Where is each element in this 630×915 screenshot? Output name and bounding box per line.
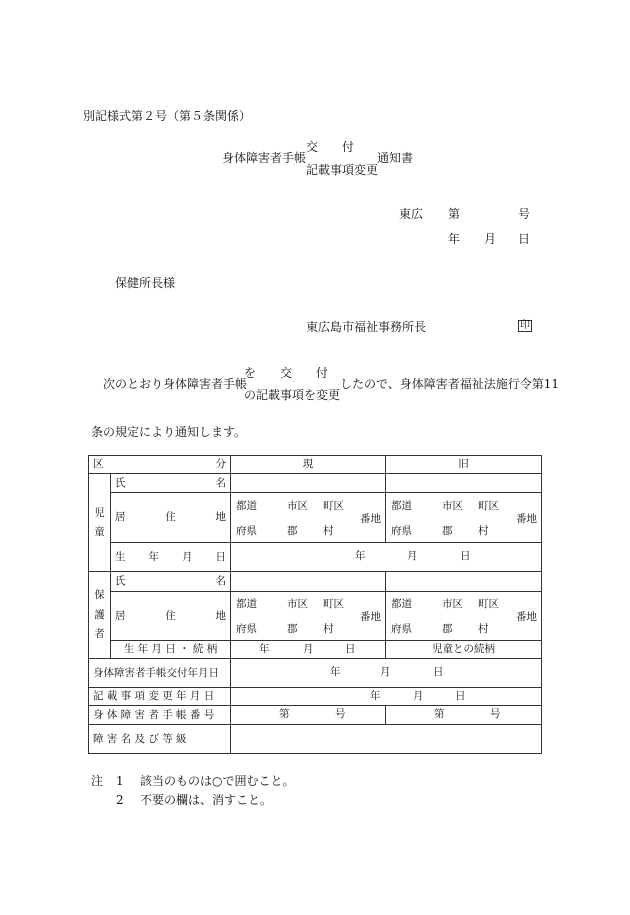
guardian-address-row (89, 592, 542, 641)
note-2-text: 不要の欄は、消すこと。 (140, 793, 273, 807)
guardian-name-label: 氏 名 (111, 572, 231, 592)
guardian-name-current[interactable] (231, 572, 386, 592)
disability-row (89, 725, 542, 754)
guardian-name-row (89, 572, 542, 592)
child-group-label: 児 童 (89, 474, 111, 572)
form-label: 別記様式第２号（第５条関係） (83, 109, 252, 123)
header-kubun: 区 分 (89, 456, 231, 474)
body-option-issue: を 交 付 (244, 366, 329, 380)
note-2-number: 2 (116, 793, 124, 807)
child-name-row (89, 474, 542, 493)
child-address-current[interactable]: 都道 市区 町区 府県 郡 村 番地 (231, 493, 386, 543)
guardian-address-old[interactable]: 都道 市区 町区 府県 郡 村 番地 (386, 592, 542, 641)
recipient: 保健所長様 (115, 276, 176, 290)
header-current: 現 (231, 456, 386, 474)
title-suffix: 通知書 (377, 151, 414, 165)
child-birth-row (89, 543, 542, 572)
change-date-row (89, 688, 542, 706)
issue-date-label: 身体障害者手帳交付年月日 (89, 659, 231, 688)
header-row (89, 456, 542, 474)
body-option-change: の記載事項を変更 (244, 388, 341, 402)
notice-form-table (88, 455, 542, 754)
change-date-value[interactable]: 年 月 日 (231, 688, 542, 706)
number-label: 身 体 障 害 者 手 帳 番 号 (89, 706, 231, 725)
notes-label: 注 (91, 774, 104, 788)
date-day: 日 (518, 232, 531, 246)
number-old[interactable]: 第 号 (386, 706, 542, 725)
date-year: 年 (448, 232, 461, 246)
number-current[interactable]: 第 号 (231, 706, 386, 725)
guardian-name-old[interactable] (386, 572, 542, 592)
child-name-current[interactable] (231, 474, 386, 493)
issue-date-row (89, 659, 542, 688)
child-address-old[interactable]: 都道 市区 町区 府県 郡 村 番地 (386, 493, 542, 543)
guardian-address-current[interactable]: 都道 市区 町区 府県 郡 村 番地 (231, 592, 386, 641)
date-month: 月 (484, 232, 497, 246)
child-relation-label: 児童との続柄 (386, 641, 542, 659)
title-prefix: 身体障害者手帳 (222, 151, 307, 165)
number-row (89, 706, 542, 725)
sender-name: 東広島市福祉事務所長 (306, 320, 427, 334)
change-date-label: 記 載 事 項 変 更 年 月 日 (89, 688, 231, 706)
issuer-code: 東広 (399, 207, 424, 221)
child-address-row (89, 493, 542, 543)
disability-value[interactable] (231, 725, 542, 754)
body-tail: したので、身体障害者福祉法施行令第11 (340, 377, 560, 391)
body-line2: 条の規定により通知します。 (91, 425, 247, 439)
child-name-old[interactable] (386, 474, 542, 493)
body-lead: 次のとおり身体障害者手帳 (103, 377, 248, 391)
disability-label: 障 害 名 及 び 等 級 (89, 725, 231, 754)
guardian-group-label: 保 護 者 (89, 572, 111, 659)
title-option-change: 記載事項変更 (306, 163, 379, 177)
child-birth-label: 生 年 月 日 (111, 543, 231, 572)
note-1-text: 該当のものは○で囲むこと。 (140, 774, 295, 788)
guardian-address-label: 居 住 地 (111, 592, 231, 641)
seal-mark: 印 (520, 320, 530, 331)
guardian-birth-label: 生 年 月 日 ・ 続 柄 (111, 641, 231, 659)
child-birth-value[interactable]: 年 月 日 (231, 543, 542, 572)
child-address-label: 居 住 地 (111, 493, 231, 543)
issue-date-value[interactable]: 年 月 日 (231, 659, 542, 688)
guardian-birth-value[interactable]: 年 月 日 (231, 641, 386, 659)
note-1-number: 1 (116, 774, 124, 788)
guardian-birth-row (89, 641, 542, 659)
number-go: 号 (518, 207, 531, 221)
number-dai: 第 (448, 207, 461, 221)
title-option-issue: 交 付 (306, 140, 355, 154)
child-name-label: 氏 名 (111, 474, 231, 493)
header-old: 旧 (386, 456, 542, 474)
